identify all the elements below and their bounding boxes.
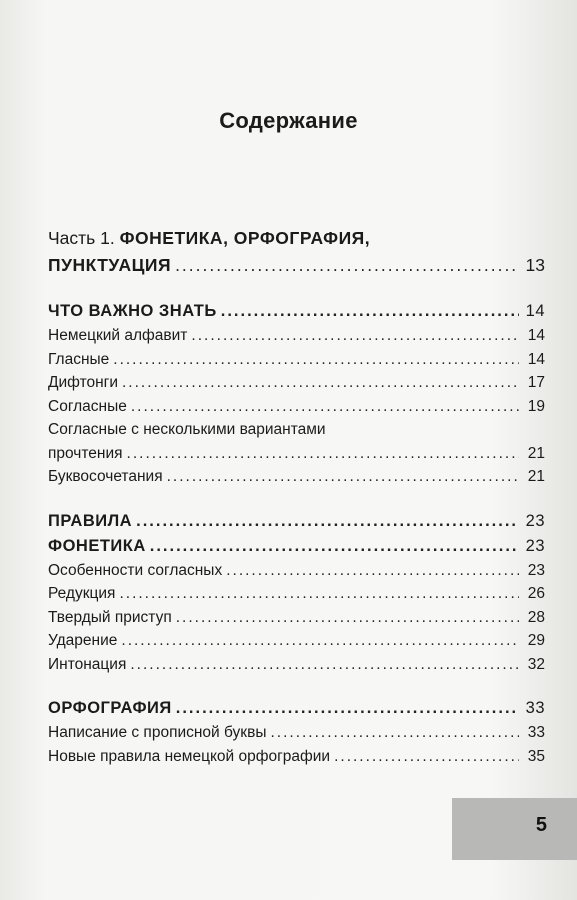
leader-dots (221, 299, 519, 324)
toc-page-number: 21 (527, 468, 545, 485)
leader-dots (119, 582, 519, 606)
leader-dots (270, 721, 519, 745)
toc-page-number: 28 (527, 608, 545, 626)
toc-entry[interactable]: Твердый приступ ..... 28 (48, 606, 545, 630)
leader-dots (167, 465, 519, 489)
toc-section-heading[interactable]: ПРАВИЛА ..... 23 (48, 509, 545, 534)
toc-section-heading[interactable]: ОРФОГРАФИЯ ..... 33 (48, 696, 545, 721)
toc-page-number: 13 (525, 255, 545, 275)
toc-page-number: 23 (525, 511, 545, 530)
toc-entry-line-2[interactable]: прочтения ..... 21 (48, 442, 545, 466)
toc-page-number: 29 (527, 632, 545, 649)
leader-dots (131, 395, 519, 419)
toc-page-number: 14 (527, 350, 545, 368)
leader-dots (176, 696, 519, 721)
toc-entry-line-1[interactable]: Согласные с несколькими вариантами (48, 421, 326, 438)
toc-subsection-heading[interactable]: ФОНЕТИКА ..... 23 (48, 534, 545, 559)
toc-section-heading[interactable]: ЧТО ВАЖНО ЗНАТЬ ..... 14 (48, 299, 545, 324)
toc-page-number: 21 (527, 444, 545, 462)
toc-entry[interactable]: Гласные ..... 14 (48, 348, 545, 372)
toc-entry[interactable]: Написание с прописной буквы ..... 33 (48, 721, 545, 745)
toc-part-title-line1: ФОНЕТИКА, ОРФОГРАФИЯ, (119, 228, 371, 248)
toc-part-title-line2: ПУНКТУАЦИЯ (48, 255, 172, 275)
leader-dots (130, 653, 519, 677)
toc-entry[interactable]: Буквосочетания ..... 21 (48, 465, 545, 489)
leader-dots (226, 559, 519, 583)
leader-dots (136, 509, 519, 534)
toc-entry[interactable]: Согласные ..... 19 (48, 395, 545, 419)
toc-entry[interactable]: Дифтонги ..... 17 (48, 371, 545, 395)
toc-entry[interactable]: Ударение ..... 29 (48, 629, 545, 653)
leader-dots (121, 629, 519, 653)
leader-dots (191, 324, 519, 348)
leader-dots (113, 348, 519, 372)
leader-dots (334, 745, 519, 769)
toc-page-number: 33 (527, 724, 545, 741)
toc-part-prefix: Часть 1. (48, 228, 115, 248)
page-title: Содержание (219, 108, 358, 133)
leader-dots (175, 252, 519, 279)
toc-entry[interactable]: Новые правила немецкой орфографии ..... 35 (48, 745, 545, 769)
toc-part-1-line-2[interactable] (48, 252, 545, 279)
toc-page-number: 26 (527, 585, 545, 602)
page-number: 5 (535, 814, 547, 836)
toc-page-number: 32 (527, 655, 545, 673)
table-of-contents (48, 225, 545, 768)
leader-dots (176, 606, 519, 630)
leader-dots (127, 442, 519, 466)
toc-page-number: 33 (525, 699, 545, 717)
leader-dots (150, 534, 519, 559)
toc-page-number: 23 (525, 536, 545, 555)
toc-page-number: 14 (527, 327, 545, 344)
toc-page-number: 17 (527, 374, 545, 391)
toc-page-number: 35 (527, 747, 545, 765)
toc-entry[interactable]: Интонация ..... 32 (48, 653, 545, 677)
toc-page-number: 19 (527, 397, 545, 415)
page-number-tab (452, 798, 577, 860)
leader-dots (122, 371, 519, 395)
toc-page-number: 14 (525, 302, 545, 320)
toc-part-1-line-1 (48, 225, 545, 252)
toc-entry[interactable]: Немецкий алфавит ..... 14 (48, 324, 545, 348)
toc-page-number: 23 (527, 561, 545, 579)
toc-entry[interactable]: Редукция ..... 26 (48, 582, 545, 606)
toc-entry[interactable]: Особенности согласных ..... 23 (48, 559, 545, 583)
